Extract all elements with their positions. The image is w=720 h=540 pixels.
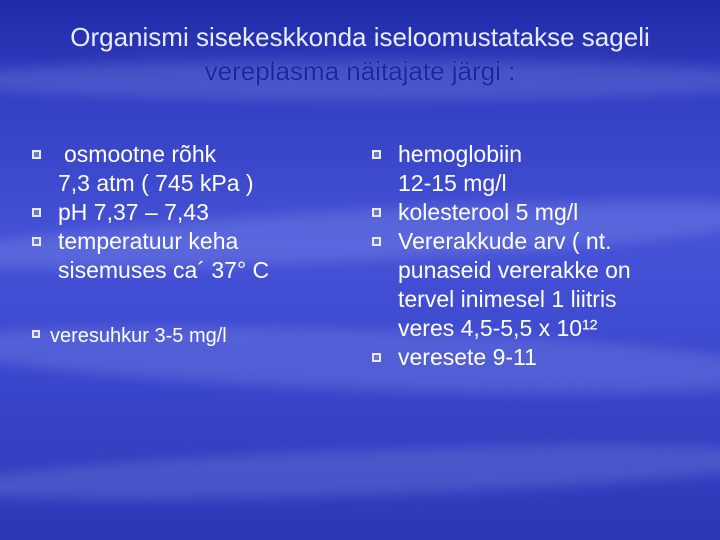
item-line: 12-15 mg/l (398, 170, 507, 196)
item-line: veresuhkur 3-5 mg/l (50, 325, 227, 347)
list-item-sedimentation (370, 343, 710, 372)
item-line: 7,3 atm ( 745 kPa ) (58, 170, 254, 196)
list-item-hemoglobin (370, 140, 710, 198)
item-line: Vererakkude arv ( nt. (398, 228, 612, 254)
list-item-ph (30, 198, 350, 227)
list-item-blood-cells (370, 227, 710, 343)
item-line: hemoglobiin (398, 141, 523, 167)
left-bullet-list (30, 140, 350, 351)
list-item-osmotic-pressure (30, 140, 350, 198)
square-bullet-icon (372, 353, 381, 362)
item-line: kolesterool 5 mg/l (398, 199, 579, 225)
item-line: punaseid vererakke on (398, 257, 631, 283)
slide-title (30, 20, 690, 88)
square-bullet-icon (32, 237, 41, 246)
square-bullet-icon (372, 150, 381, 159)
square-bullet-icon (32, 208, 41, 217)
item-line: temperatuur keha (58, 228, 239, 254)
item-line: pH 7,37 – 7,43 (58, 199, 209, 225)
item-line: veres 4,5-5,5 x 10¹² (398, 315, 598, 341)
square-bullet-icon (32, 150, 41, 159)
title-line-2: vereplasma näitajate järgi : (204, 56, 516, 86)
item-line: osmootne rõhk (64, 141, 217, 167)
list-item-cholesterol (370, 198, 710, 227)
background-streak (0, 435, 720, 510)
right-bullet-list (370, 140, 710, 372)
square-bullet-icon (372, 237, 381, 246)
item-line: sisemuses ca´ 37° C (58, 257, 270, 283)
item-line: veresete 9-11 (398, 344, 537, 370)
square-bullet-icon (372, 208, 381, 217)
title-line-1: Organismi sisekeskkonda iseloomustatakse sageli (70, 22, 650, 52)
list-item-blood-sugar (30, 322, 350, 351)
item-line: tervel inimesel 1 liitris (398, 286, 617, 312)
square-bullet-icon (32, 330, 40, 338)
list-item-temperature (30, 227, 350, 285)
